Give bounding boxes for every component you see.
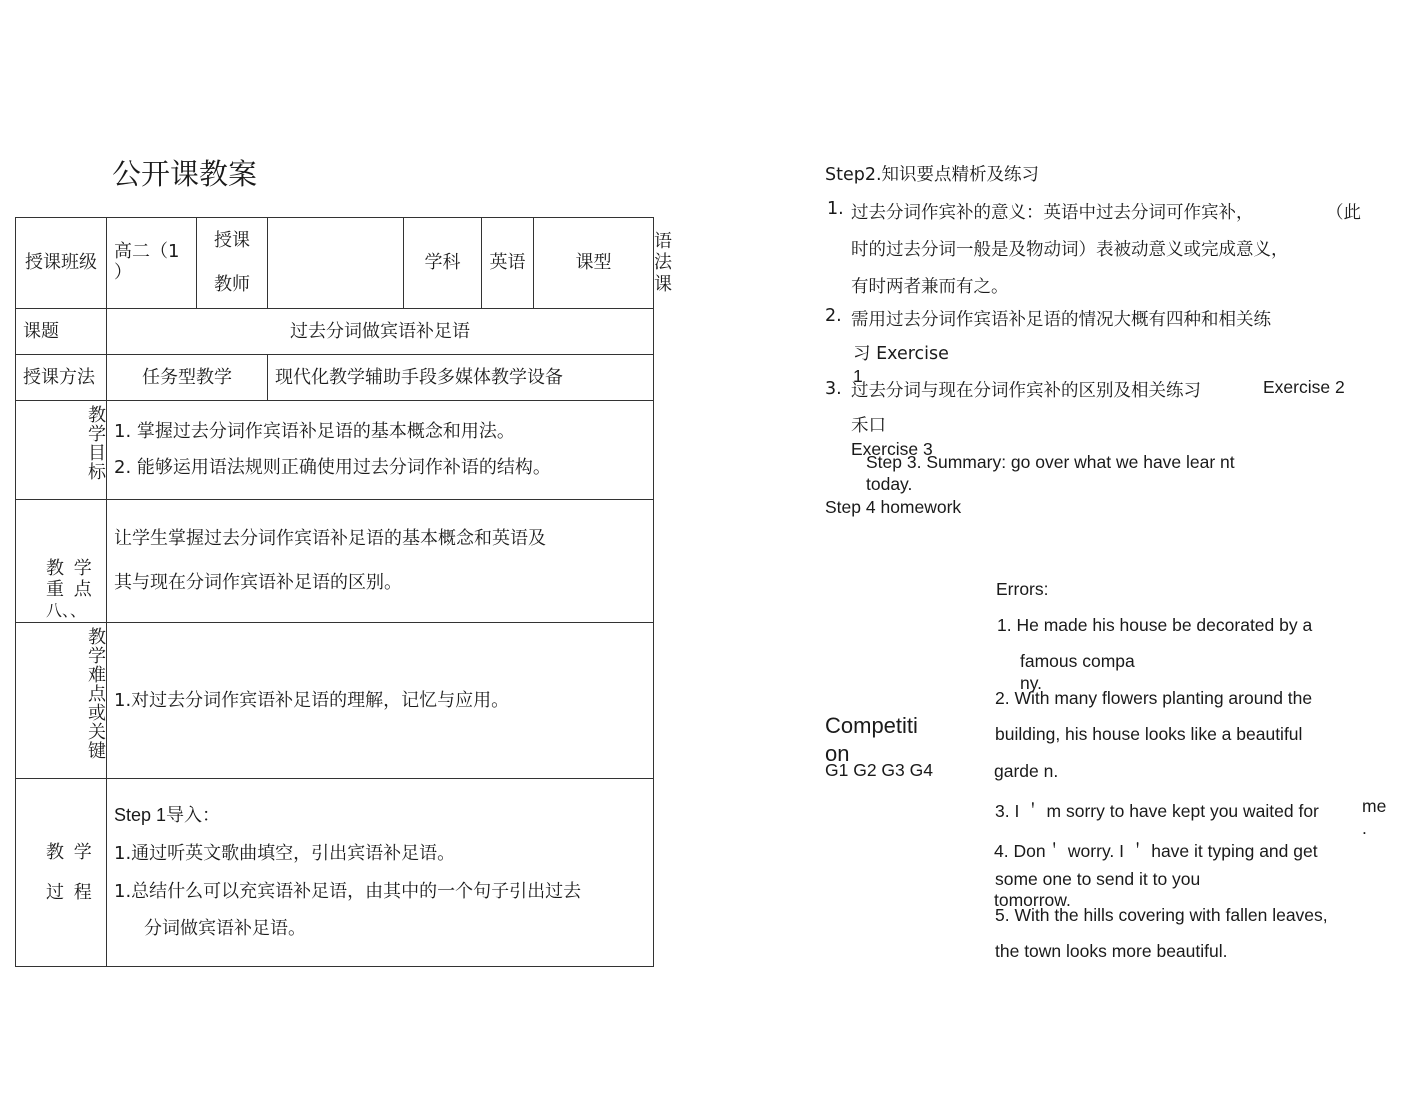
key-label-line1: 教 学 [46,557,94,579]
process-label [16,779,107,967]
topic-label: 课题 [16,309,107,355]
lesson-plan-table [15,217,672,967]
subject-value: 英语 [482,218,534,309]
item1-num: 1. [827,199,844,219]
teacher-label-line2: 教师 [214,274,250,295]
row-method [16,355,654,401]
row-difficulty [16,623,654,779]
error-5b: the town looks more beautiful. [995,941,1228,961]
item3-num: 3. [825,379,842,399]
process-line-3: 分词做宾语补足语。 [144,918,306,940]
step2-heading: Step2.知识要点精析及练习 [825,165,1040,185]
groups: G1 G2 G3 G4 [825,760,933,780]
process-step1: Step 1导入： [114,805,221,826]
media-value: 现代化教学辅助手段多媒体教学设备 [268,355,654,401]
teacher-value [268,218,404,309]
error-1c: ny. [1020,673,1043,693]
item3-line1: 过去分词与现在分词作宾补的区别及相关练习 [851,381,1201,401]
error-3a: 3. I ＇ m sorry to have kept you waited for [995,801,1319,821]
errors-title: Errors: [996,579,1049,599]
error-1b: famous compa [1020,651,1135,671]
teacher-label-line1: 授课 [214,230,250,252]
process-line-2: 1.总结什么可以充宾语补足语，由其中的一个句子引出过去 [114,880,582,902]
step3-line1: Step 3. Summary: go over what we have lear nt [866,452,1235,472]
error-4a: 4. Don＇ worry. I ＇ have it typing and get [994,841,1318,861]
topic-value: 过去分词做宾语补足语 [107,309,654,355]
goals-content [107,401,654,500]
difficulty-content: 1.对过去分词作宾语补足语的理解，记忆与应用。 [107,623,654,779]
row-topic [16,309,654,355]
goals-label: 教学目标 [16,401,107,500]
error-1a: 1. He made his house be decorated by a [997,615,1313,635]
competition-line2: on [825,741,850,766]
error-4b: some one to send it to you [995,869,1201,889]
row-process [16,779,654,967]
competition-line1: Competiti [825,713,918,738]
goal-1: 1. 掌握过去分词作宾语补足语的基本概念和用法。 [114,421,515,443]
error-2b: building, his house looks like a beautiful [995,724,1303,744]
error-4c: tomorrow. [994,890,1071,910]
process-label-line1: 教 学 [46,841,94,863]
error-3-dot: . [1362,818,1367,838]
row-goals [16,401,654,500]
class-value [107,218,197,309]
item2-num: 2. [825,306,842,326]
key-label [16,500,107,623]
class-value-text: 高二（1 ） [114,241,180,283]
error-3-me: me [1362,796,1387,816]
method-label: 授课方法 [16,355,107,401]
error-2c: garde n. [994,761,1059,781]
error-5a: 5. With the hills covering with fallen leaves, [995,905,1328,925]
key-point-2: 其与现在分词作宾语补足语的区别。 [114,572,402,593]
process-label-line2: 过 程 [46,881,94,903]
process-line-1: 1.通过听英文歌曲填空，引出宾语补足语。 [114,842,456,864]
row-key-points [16,500,654,623]
difficulty-label: 教学难点或关键 [16,623,107,779]
item2-line2b: 1 [853,366,863,386]
item1-line1: 过去分词作宾补的意义：英语中过去分词可作宾补， [851,203,1254,223]
type-label: 课型 [534,218,654,309]
step4-heading: Step 4 homework [825,497,962,517]
item3-line3: Exercise 3 [851,439,933,459]
error-2a: 2. With many flowers planting around the [995,688,1313,708]
item2-line1: 需用过去分词作宾语补足语的情况大概有四种和相关练 [851,310,1271,330]
subject-label: 学科 [404,218,482,309]
teacher-label [197,218,268,309]
row-class-info: 授课班级 高二（1 ） 授课 教师 学科 英语 课型 语法课 [16,218,654,309]
key-label-line3: 八、、 [46,600,87,620]
item1-line2: 时的过去分词一般是及物动词）表被动意义或完成意义， [851,240,1289,260]
item2-line2: 习 Exercise [853,344,949,364]
goal-2: 2. 能够运用语法规则正确使用过去分词作补语的结构。 [114,457,551,478]
item3-exercise: Exercise 2 [1263,377,1345,397]
item1-paren: （此 [1326,203,1361,223]
key-label-line2: 重 点 [46,579,94,601]
key-point-1: 让学生掌握过去分词作宾语补足语的基本概念和英语及 [114,528,546,550]
class-label: 授课班级 [16,218,107,309]
item3-line2: 禾口 [851,416,886,436]
key-points-content [107,500,654,623]
item1-line3: 有时两者兼而有之。 [851,277,1009,297]
method-value: 任务型教学 [107,355,268,401]
page-title: 公开课教案 [112,157,258,191]
process-content [107,779,654,967]
step3-line2: today. [866,474,913,494]
